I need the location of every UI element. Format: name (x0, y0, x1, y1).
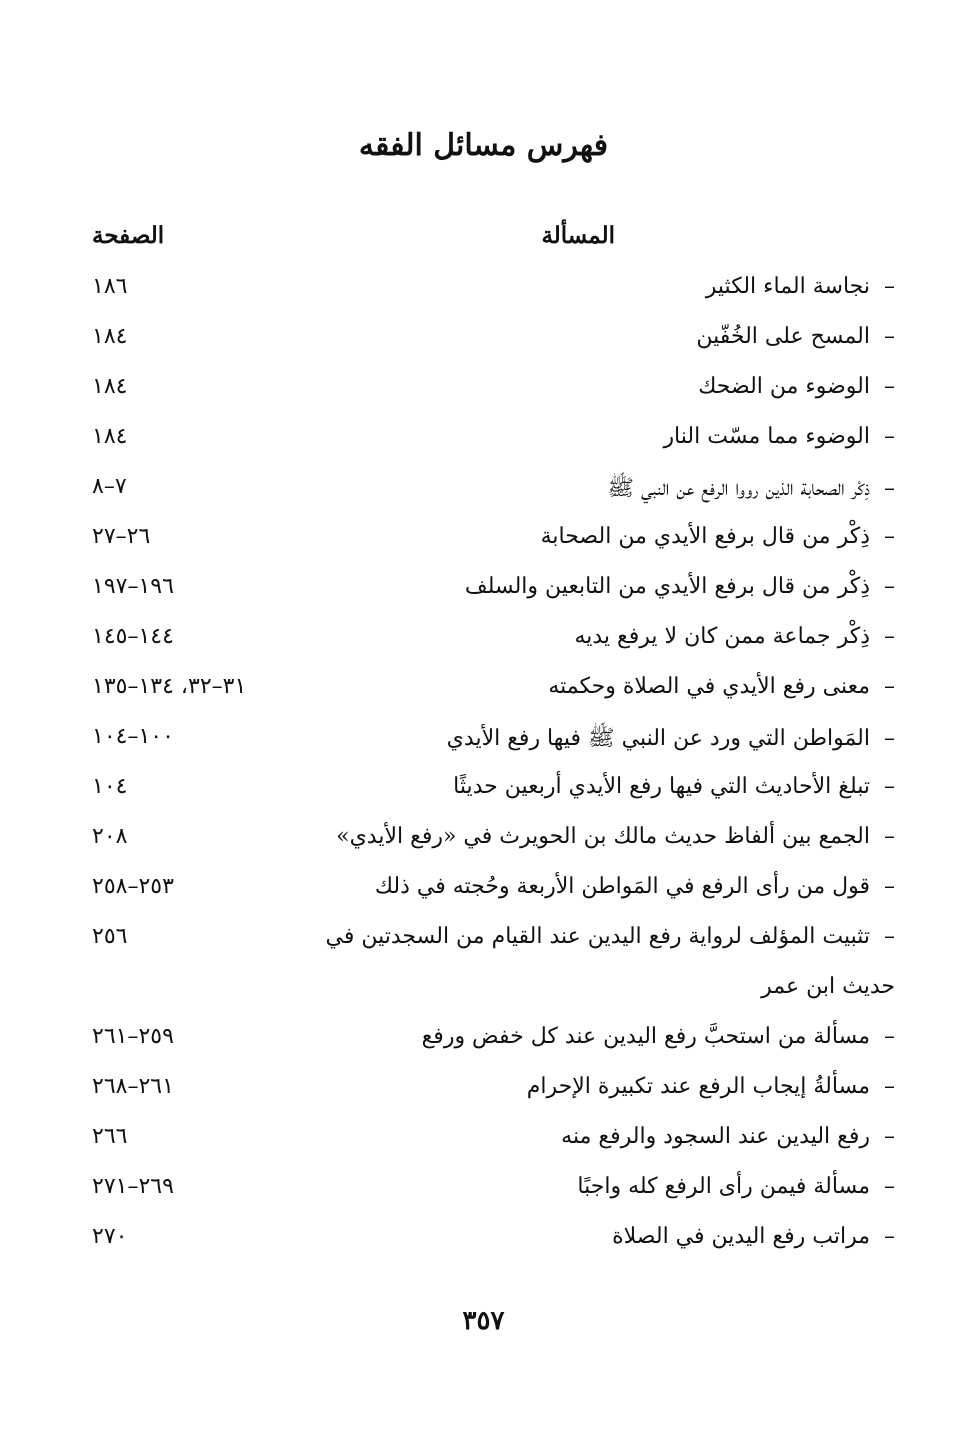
entry-label: تبلغ الأحاديث التي فيها رفع الأيدي أربعين حديثًا (453, 774, 870, 799)
index-entry-text (326, 924, 895, 949)
index-entry-text (612, 1224, 895, 1249)
entry-page-ref: ٢٠٨ (92, 824, 128, 849)
entry-dash: – (884, 824, 895, 849)
issue-column-header: المسألة (541, 222, 615, 249)
entry-page-ref: ٢٧٠ (92, 1224, 128, 1249)
entry-page-ref: ١٠٠–١٠٤ (92, 724, 174, 749)
entry-page-ref: ١٠٤ (92, 774, 128, 799)
index-row (0, 816, 967, 866)
entry-page-ref: ١٨٤ (92, 374, 128, 399)
index-entry-text (761, 974, 895, 999)
entry-dash: – (884, 624, 895, 649)
index-row (0, 366, 967, 416)
index-entry-text (561, 1124, 895, 1149)
index-row (0, 416, 967, 466)
entry-page-ref: ٢٥٩–٢٦١ (92, 1024, 174, 1049)
index-entry-text (663, 424, 895, 449)
entry-dash: – (884, 874, 895, 899)
entry-dash: – (884, 574, 895, 599)
index-row (0, 1166, 967, 1216)
index-entry-text (696, 324, 895, 349)
entry-page-ref: ٢٦–٢٧ (92, 524, 151, 549)
index-row (0, 1066, 967, 1116)
entry-page-ref: ٢٦٦ (92, 1124, 128, 1149)
entry-label: مسألة من استحبَّ رفع اليدين عند كل خفض ورفع (421, 1024, 870, 1049)
index-entry-text (574, 624, 895, 649)
entry-label: قول من رأى الرفع في المَواطن الأربعة وحُجته في ذلك (374, 874, 870, 899)
entry-dash: – (884, 1024, 895, 1049)
entry-label: تثبيت المؤلف لرواية رفع اليدين عند القيام من السجدتين في (325, 924, 870, 949)
index-entry-text (577, 1174, 895, 1199)
entry-label: الوضوء مما مسّت النار (663, 424, 870, 449)
index-row (0, 1116, 967, 1166)
page-title: فهرس مسائل الفقه (358, 128, 609, 163)
index-row (0, 666, 967, 716)
index-entry-text (607, 474, 895, 506)
index-entry-text (447, 724, 895, 756)
entry-page-ref: ١٩٦–١٩٧ (92, 574, 174, 599)
index-list (0, 266, 967, 1266)
entry-dash: – (884, 1074, 895, 1099)
index-entry-text (527, 1074, 895, 1099)
entry-label: ذِكْر الصحابة الذين رووا الرفع عن النبي ﷺ (607, 476, 870, 501)
entry-page-ref: ١٨٦ (92, 274, 128, 299)
index-entry-text (375, 874, 895, 899)
index-entry-text (698, 374, 895, 399)
entry-label: ذِكْر جماعة ممن كان لا يرفع يديه (574, 624, 870, 649)
index-entry-text (548, 674, 895, 699)
entry-label: الوضوء من الضحك (698, 374, 870, 399)
index-row (0, 316, 967, 366)
index-row (0, 566, 967, 616)
entry-dash: – (884, 674, 895, 699)
entry-page-ref: ٧–٨ (92, 474, 127, 499)
entry-page-ref: ٣١–٣٢، ١٣٤–١٣٥ (92, 674, 247, 699)
entry-label: الجمع بين ألفاظ حديث مالك بن الحويرث في «رفع الأيدي» (336, 824, 870, 849)
entry-label: مسألة فيمن رأى الرفع كله واجبًا (577, 1174, 870, 1199)
index-entry-text (453, 774, 895, 799)
entry-dash: – (884, 424, 895, 449)
entry-page-ref: ٢٥٣–٢٥٨ (92, 874, 174, 899)
page-number: ٣٥٧ (462, 1306, 505, 1336)
entry-page-ref: ٢٦١–٢٦٨ (92, 1074, 174, 1099)
entry-label: نجاسة الماء الكثير (705, 274, 870, 299)
entry-dash: – (884, 274, 895, 299)
entry-label: رفع اليدين عند السجود والرفع منه (561, 1124, 870, 1149)
entry-label: المَواطن التي ورد عن النبي ﷺ فيها رفع الأيدي (446, 726, 870, 751)
index-row (0, 766, 967, 816)
entry-dash: – (884, 1174, 895, 1199)
entry-dash: – (884, 374, 895, 399)
index-entry-text (541, 524, 895, 549)
entry-dash: – (884, 524, 895, 549)
entry-page-ref: ١٨٤ (92, 324, 128, 349)
index-row (0, 266, 967, 316)
index-row (0, 616, 967, 666)
entry-dash: – (884, 774, 895, 799)
entry-page-ref: ١٤٤–١٤٥ (92, 624, 174, 649)
entry-label: مراتب رفع اليدين في الصلاة (612, 1224, 870, 1249)
entry-label: ذِكْر من قال برفع الأيدي من الصحابة (540, 524, 870, 549)
index-row (0, 466, 967, 516)
entry-dash: – (884, 924, 895, 949)
index-entry-text (422, 1024, 895, 1049)
entry-label: معنى رفع الأيدي في الصلاة وحكمته (548, 674, 870, 699)
index-entry-text (706, 274, 895, 299)
entry-label: المسح على الخُفّين (696, 324, 870, 349)
entry-page-ref: ٢٥٦ (92, 924, 128, 949)
entry-dash: – (884, 476, 895, 501)
index-row (0, 916, 967, 966)
entry-dash: – (884, 1224, 895, 1249)
index-entry-text (336, 824, 895, 849)
index-row (0, 966, 967, 1016)
entry-dash: – (884, 1124, 895, 1149)
entry-label: مسألةُ إيجاب الرفع عند تكبيرة الإحرام (526, 1074, 870, 1099)
index-row (0, 516, 967, 566)
page-column-header: الصفحة (92, 222, 165, 249)
index-row (0, 1216, 967, 1266)
entry-dash: – (884, 324, 895, 349)
index-row (0, 866, 967, 916)
entry-page-ref: ١٨٤ (92, 424, 128, 449)
entry-label: ذِكْر من قال برفع الأيدي من التابعين والسلف (464, 574, 870, 599)
index-row (0, 1016, 967, 1066)
entry-label: حديث ابن عمر (761, 974, 895, 999)
entry-dash: – (884, 726, 895, 751)
entry-page-ref: ٢٦٩–٢٧١ (92, 1174, 174, 1199)
index-row (0, 716, 967, 766)
index-entry-text (465, 574, 895, 599)
